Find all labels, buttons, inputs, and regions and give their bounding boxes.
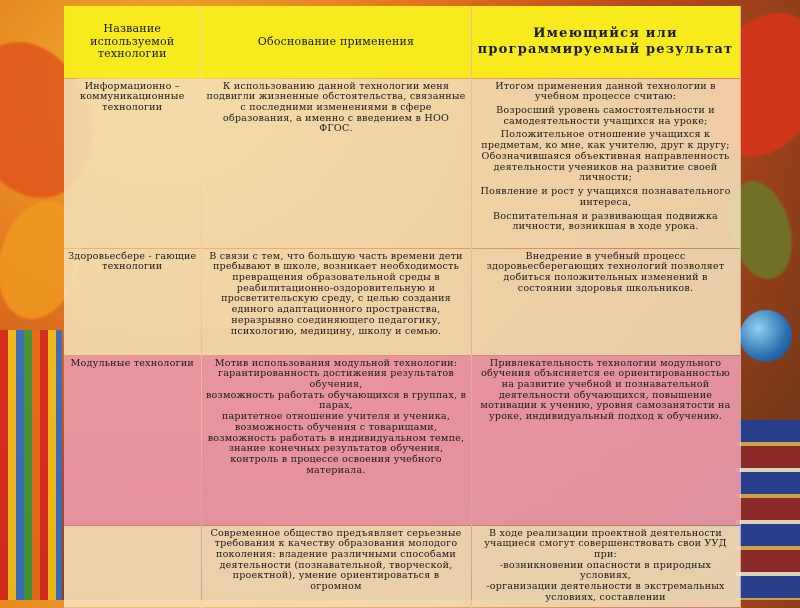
result-paragraph: Итогом применения данной технологии в учебном процессе считаю: — [495, 80, 716, 103]
justification-line: гарантированность достижения результатов обучения, — [218, 368, 454, 390]
result-paragraph: Возросший уровень самостоятельности и самодеятельности учащихся на уроке; — [496, 104, 715, 127]
result-cell — [471, 78, 740, 248]
justification-cell: Современное общество предъявляет серьезные требования к качеству образования молодого поколения: владение различными способами деятельности (познавательной, творческой, проектной), умение ориентироваться в огромном — [201, 525, 471, 607]
justification-cell: К использованию данной технологии меня подвигли жизненные обстоятельства, связанные с последними изменениями в сфере образования, а именно с введением в НОО ФГОС. — [201, 78, 471, 248]
result-line: -организации деятельности в экстремальных условиях, составлении — [486, 581, 725, 603]
technology-name-cell: Модульные технологии — [64, 355, 201, 525]
justification-line: возможность работать обучающихся в группах, в парах, — [205, 389, 467, 412]
result-cell — [471, 525, 740, 607]
table-row — [64, 525, 740, 607]
technology-name-cell: Здоровьесбере - гающие технологии — [64, 248, 201, 355]
technology-name-cell: Информационно – коммуникационные технологии — [64, 78, 201, 248]
technology-name-cell — [64, 525, 201, 607]
result-line: -возникновении опасности в природных условиях, — [499, 559, 712, 582]
result-paragraph: Воспитательная и развивающая подвижка личности, возникшая в ходе урока. — [493, 210, 718, 233]
header-result: Имеющийся или программируемый результат — [471, 6, 740, 78]
technologies-table — [64, 6, 741, 608]
table-row — [64, 355, 740, 525]
colored-pencils-decoration — [0, 330, 62, 600]
header-justification: Обоснование применения — [201, 6, 471, 78]
justification-cell — [201, 355, 471, 525]
justification-cell: В связи с тем, что большую часть времени дети пребывают в школе, возникает необходимость превращения образовательной среды в реабилитационно-оздоровительную и просветительскую среду, с целью создания единого адаптационного пространства, неразрывно соединяющего педагогику, психологию, медицину, школу и семью. — [201, 248, 471, 355]
result-cell — [471, 355, 740, 525]
result-line: В ходе реализации проектной деятельности учащиеся смогут совершенствовать свои УУД при: — [484, 527, 727, 560]
header-technology-name: Название используемой технологии — [64, 6, 201, 78]
justification-line: контроль в процессе освоения учебного материала. — [230, 454, 442, 476]
justification-line: возможность обучения с товарищами, — [234, 421, 438, 433]
result-paragraph: Появление и рост у учащихся познавательного интереса, — [480, 186, 731, 208]
justification-line: знание конечных результатов обучения, — [228, 443, 444, 455]
table-row — [64, 78, 740, 248]
table-header-row — [64, 6, 740, 78]
justification-line: Мотив использования модульной технологии: — [214, 357, 458, 369]
justification-line: возможность работать в индивидуальном темпе, — [207, 432, 465, 444]
books-decoration — [736, 420, 800, 600]
result-paragraph: Привлекательность технологии модульного обучения объясняется ее ориентированностью на развитие учебной и познавательной деятельности обучающихся, повышение мотивации к учению, уровня самозанятости на уроке, индивидуальный подход к обучению. — [480, 357, 731, 423]
result-paragraph: Внедрение в учебный процесс здоровьесберегающих технологий позволяет добиться положительных изменений в состоянии здоровья школьников. — [486, 250, 725, 294]
table-row — [64, 248, 740, 355]
result-cell — [471, 248, 740, 355]
globe-decoration — [740, 310, 792, 362]
result-paragraph: Положительное отношение учащихся к предметам, ко мне, как учителю, друг к другу; Обозначившаяся объективная направленность деятельности учеников на развитие своей личности; — [481, 129, 730, 184]
justification-line: паритетное отношение учителя и ученика, — [221, 411, 451, 423]
